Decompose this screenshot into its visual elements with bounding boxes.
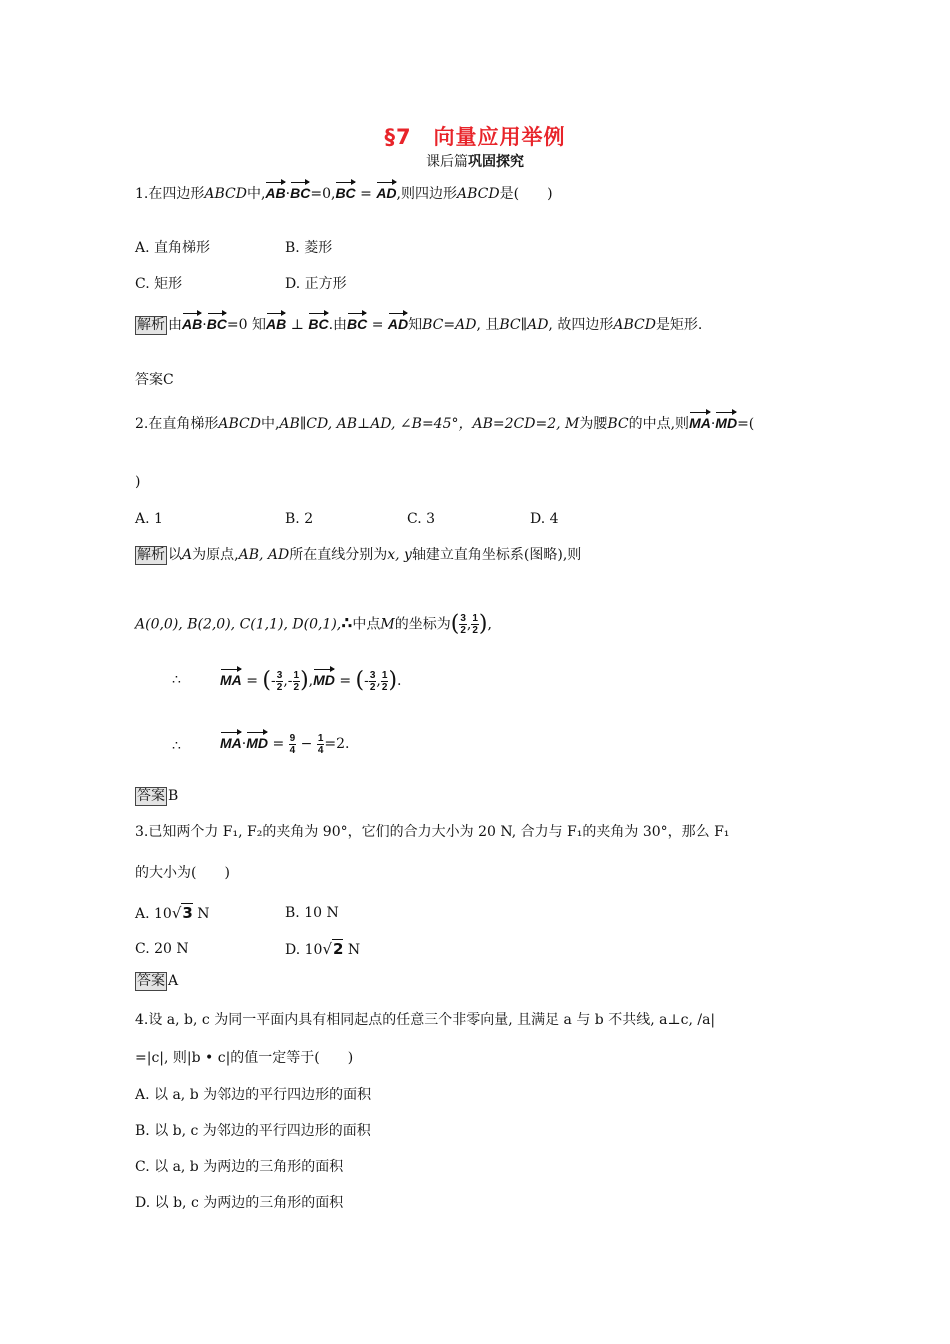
vector-bc: BC xyxy=(335,181,355,203)
q1-option-c: C. 矩形 xyxy=(135,276,183,292)
q2-option-b: B. 2 xyxy=(285,511,314,527)
q4-stem-line1: 4.设 a, b, c 为同一平面内具有相同起点的任意三个非零向量, 且满足 a 与 b 不共线, a⊥c, /a| xyxy=(135,1012,716,1028)
page-title: §7 向量应用举例 xyxy=(384,125,566,149)
q4-option-c: C. 以 a, b 为两边的三角形的面积 xyxy=(135,1159,344,1175)
q3-option-a: A. 10√3 N xyxy=(135,904,210,922)
q1-answer: 答案C xyxy=(135,372,174,388)
vector-ab: AB xyxy=(265,181,285,203)
jiexi-tag: 解析 xyxy=(137,547,165,563)
q1-option-b: B. 菱形 xyxy=(285,240,333,256)
q1-option-a: A. 直角梯形 xyxy=(135,240,211,256)
q2-option-a: A. 1 xyxy=(135,511,163,527)
q1-stem: 1.在四边形ABCD中,AB·BC=0,BC = AD,则四边形ABCD是( ) xyxy=(135,181,553,204)
q2-solution: 解析 以A为原点,AB, AD所在直线分别为x, y轴建立直角坐标系(图略),则 xyxy=(137,547,582,563)
vector-ad: AD xyxy=(376,181,396,203)
q3-stem-line1: 3.已知两个力 F₁, F₂的夹角为 90°，它们的合力大小为 20 N, 合力与 F₁的夹角为 30°，那么 F₁ xyxy=(135,824,730,840)
jiexi-tag: 解析 xyxy=(137,317,165,333)
q2-stem: 2.在直角梯形ABCD中,AB∥CD, AB⊥AD, ∠B=45°，AB=2CD=2, M为腰BC的中点,则MA·MD=( xyxy=(135,411,754,434)
vector-ma: MA xyxy=(689,411,711,433)
q1-solution: 解析 由AB·BC=0 知AB ⊥ BC.由BC = AD知BC=AD, 且BC∥AD, 故四边形ABCD是矩形. xyxy=(135,312,702,335)
q2-answer: 答案 B xyxy=(137,788,179,804)
page-subtitle xyxy=(0,151,950,171)
vector-bc: BC xyxy=(290,181,310,203)
q3-stem-line2: 的大小为( ) xyxy=(135,865,230,881)
q2-option-c: C. 3 xyxy=(407,511,436,527)
daan-tag: 答案 xyxy=(137,788,165,804)
therefore-symbol: ∴ xyxy=(172,672,181,688)
q2-close-paren: ) xyxy=(135,474,141,490)
q2-dot-product-line: MA·MD = $\frac{9}{4}$ − $\frac{1}{4}$ =2. xyxy=(220,732,350,756)
q4-option-d: D. 以 b, c 为两边的三角形的面积 xyxy=(135,1195,344,1211)
q3-option-c: C. 20 N xyxy=(135,941,189,957)
q2-option-d: D. 4 xyxy=(530,511,559,527)
subtitle-bold: 巩固探究 xyxy=(468,154,524,170)
q4-option-b: B. 以 b, c 为邻边的平行四边形的面积 xyxy=(135,1123,371,1139)
q4-stem-line2: =|c|, 则|b • c|的值一定等于( ) xyxy=(135,1050,354,1066)
q2-coordinates: A(0,0), B(2,0), C(1,1), D(0,1),∴中点M的坐标为( $\frac{3}{2}$ , $\frac{1}{2}$ ), xyxy=(135,611,492,637)
q2-vectors-line: MA = (- $\frac{3}{2}$ ,- $\frac{1}{2}$ ),MD = (- $\frac{3}{2}$ , $\frac{1}{2}$ ). xyxy=(220,668,402,693)
q3-option-d: D. 10√2 N xyxy=(285,940,361,958)
vector-md: MD xyxy=(715,411,737,433)
therefore-symbol: ∴ xyxy=(172,738,181,754)
q4-option-a: A. 以 a, b 为邻边的平行四边形的面积 xyxy=(135,1087,372,1103)
q1-option-d: D. 正方形 xyxy=(285,276,347,292)
q3-option-b: B. 10 N xyxy=(285,905,339,921)
daan-tag: 答案 xyxy=(137,973,165,989)
q3-answer: 答案 A xyxy=(137,973,179,989)
subtitle-prefix: 课后篇 xyxy=(426,154,468,170)
